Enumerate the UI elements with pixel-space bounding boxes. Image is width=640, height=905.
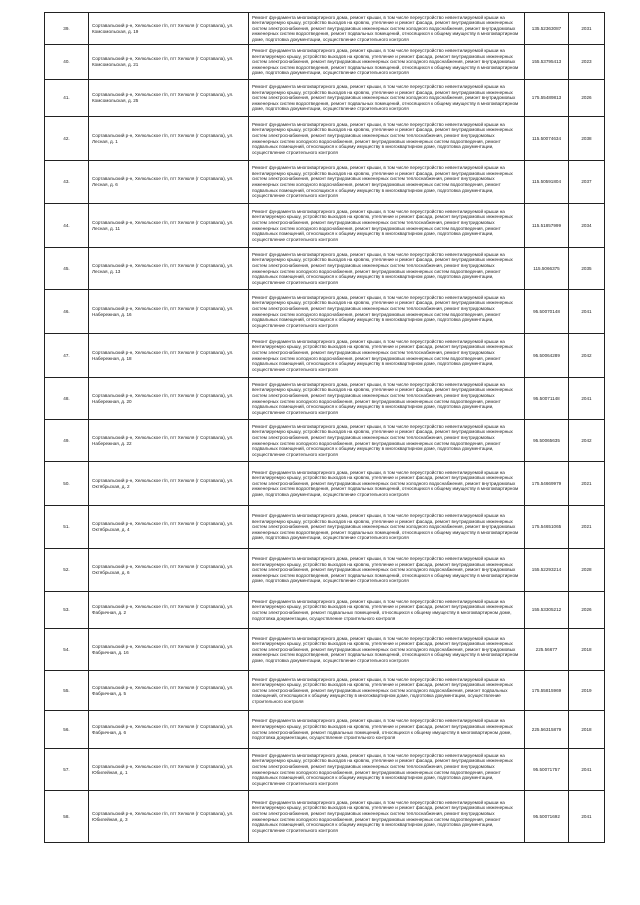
row-number: 56. [45, 711, 89, 749]
cost-cell: 175.54651065 [525, 506, 569, 549]
cost-cell: 225.56677 [525, 629, 569, 671]
works-cell: Ремонт фундамента многоквартирного дома, ремонт крыши, в том числе переустройство невентилируемой крыши на вентилируемую крышу, устройство выходов на кровлю, утепление и ремонт фасада, ремонт внутридомовых инженерных систем электроснабжения, ремонт подвальных помещений, относящихся к общему имуществу в многоквартирном доме, подготовка документации, осуществление строительного контроля [249, 592, 525, 629]
row-number: 42. [45, 117, 89, 161]
cost-cell: 225.56315879 [525, 711, 569, 749]
cost-cell: 135.52363087 [525, 13, 569, 45]
works-cell: Ремонт фундамента многоквартирного дома, ремонт крыши, в том числе переустройство невентилируемой крыши на вентилируемую крышу, устройство выходов на кровлю, утепление и ремонт фасада, ремонт внутридомовых инженерных систем электроснабжения, ремонт внутридомовых инженерных систем теплоснабжения, ремонт внутридомовых инженерных систем холодного водоснабжения, ремонт внутридомовых инженерных систем водоотведения, ремонт подвальных помещений, относящихся к общему имуществу в многоквартирном доме, подготовка документации, осуществление строительного контроля [249, 290, 525, 334]
address-cell: Сортавальский р-н, Хелюльское г/п, пгт Хелюля (г Сортавала), ул. Фабричная, д. 5 [89, 671, 249, 711]
planned-year-cell: 2021 [569, 506, 605, 549]
works-cell: Ремонт фундамента многоквартирного дома, ремонт крыши, в том числе переустройство невентилируемой крыши на вентилируемую крышу, устройство выходов на кровлю, утепление и ремонт фасада, ремонт внутридомовых инженерных систем электроснабжения, ремонт внутридомовых инженерных систем холодного водоснабжения, ремонт внутридомовых инженерных систем водоотведения, ремонт подвальных помещений, относящихся к общему имуществу в многоквартирном доме, подготовка документации, осуществление строительного контроля [249, 629, 525, 671]
planned-year-cell: 2023 [569, 45, 605, 80]
row-number: 50. [45, 462, 89, 506]
row-number: 45. [45, 248, 89, 290]
table-row [45, 506, 605, 549]
planned-year-cell: 2019 [569, 671, 605, 711]
address-cell: Сортавальский р-н, Хелюльское г/п, пгт Хелюля (г Сортавала), ул. Юбилейная, д. 3 [89, 791, 249, 843]
row-number: 53. [45, 592, 89, 629]
planned-year-cell: 2021 [569, 462, 605, 506]
table-row [45, 161, 605, 204]
works-cell: Ремонт фундамента многоквартирного дома, ремонт крыши, в том числе переустройство невентилируемой крыши на вентилируемую крышу, устройство выходов на кровлю, утепление и ремонт фасада, ремонт внутридомовых инженерных систем электроснабжения, ремонт внутридомовых инженерных систем теплоснабжения, ремонт внутридомовых инженерных систем холодного водоснабжения, ремонт внутридомовых инженерных систем водоотведения, ремонт подвальных помещений, относящихся к общему имуществу в многоквартирном доме, подготовка документации, осуществление строительного контроля [249, 117, 525, 161]
works-cell: Ремонт фундамента многоквартирного дома, ремонт крыши, в том числе переустройство невентилируемой крыши на вентилируемую крышу, устройство выходов на кровлю, утепление и ремонт фасада, ремонт внутридомовых инженерных систем электроснабжения, ремонт внутридомовых инженерных систем теплоснабжения, ремонт внутридомовых инженерных систем холодного водоснабжения, ремонт внутридомовых инженерных систем водоотведения, ремонт подвальных помещений, относящихся к общему имуществу в многоквартирном доме, подготовка документации, осуществление строительного контроля [249, 749, 525, 791]
address-cell: Сортавальский р-н, Хелюльское г/п, пгт Хелюля (г Сортавала), ул. Комсомольская, д. 19 [89, 13, 249, 45]
table-row [45, 334, 605, 378]
row-number: 49. [45, 420, 89, 462]
table-row [45, 13, 605, 45]
address-cell: Сортавальский р-н, Хелюльское г/п, пгт Хелюля (г Сортавала), ул. Октябрьская, д. 6 [89, 549, 249, 592]
address-cell: Сортавальский р-н, Хелюльское г/п, пгт Хелюля (г Сортавала), ул. Набережная, д. 20 [89, 378, 249, 420]
planned-year-cell: 2018 [569, 629, 605, 671]
cost-cell: 175.55489813 [525, 80, 569, 117]
cost-cell: 95.50065635 [525, 420, 569, 462]
planned-year-cell: 2031 [569, 13, 605, 45]
works-cell: Ремонт фундамента многоквартирного дома, ремонт крыши, в том числе переустройство невентилируемой крыши на вентилируемую крышу, устройство выходов на кровлю, утепление и ремонт фасада, ремонт внутридомовых инженерных систем электроснабжения, ремонт внутридомовых инженерных систем холодного водоснабжения, ремонт внутридомовых инженерных систем водоотведения, ремонт подвальных помещений, относящихся к общему имуществу в многоквартирном доме, подготовка документации, осуществление строительного контроля [249, 13, 525, 45]
row-number: 55. [45, 671, 89, 711]
planned-year-cell: 2035 [569, 248, 605, 290]
table-row [45, 671, 605, 711]
cost-cell: 115.50591804 [525, 161, 569, 204]
address-cell: Сортавальский р-н, Хелюльское г/п, пгт Хелюля (г Сортавала), ул. Набережная, д. 22 [89, 420, 249, 462]
cost-cell: 95.50071148 [525, 378, 569, 420]
table-row [45, 80, 605, 117]
table-row [45, 378, 605, 420]
table-row [45, 549, 605, 592]
table-row [45, 711, 605, 749]
works-cell: Ремонт фундамента многоквартирного дома, ремонт крыши, в том числе переустройство невентилируемой крыши на вентилируемую крышу, устройство выходов на кровлю, утепление и ремонт фасада, ремонт внутридомовых инженерных систем электроснабжения, ремонт внутридомовых инженерных систем теплоснабжения, ремонт внутридомовых инженерных систем холодного водоснабжения, ремонт внутридомовых инженерных систем водоотведения, ремонт подвальных помещений, относящихся к общему имуществу в многоквартирном доме, подготовка документации, осуществление строительного контроля [249, 420, 525, 462]
table-row [45, 420, 605, 462]
row-number: 46. [45, 290, 89, 334]
planned-year-cell: 2038 [569, 117, 605, 161]
row-number: 57. [45, 749, 89, 791]
address-cell: Сортавальский р-н, Хелюльское г/п, пгт Хелюля (г Сортавала), ул. Лесная, д. 13 [89, 248, 249, 290]
row-number: 41. [45, 80, 89, 117]
address-cell: Сортавальский р-н, Хелюльское г/п, пгт Хелюля (г Сортавала), ул. Набережная, д. 16 [89, 290, 249, 334]
row-number: 40. [45, 45, 89, 80]
row-number: 43. [45, 161, 89, 204]
address-cell: Сортавальский р-н, Хелюльское г/п, пгт Хелюля (г Сортавала), ул. Фабричная, д. 16 [89, 629, 249, 671]
works-cell: Ремонт фундамента многоквартирного дома, ремонт крыши, в том числе переустройство невентилируемой крыши на вентилируемую крышу, устройство выходов на кровлю, утепление и ремонт фасада, ремонт внутридомовых инженерных систем электроснабжения, ремонт внутридомовых инженерных систем холодного водоснабжения, ремонт внутридомовых инженерных систем водоотведения, ремонт подвальных помещений, относящихся к общему имуществу в многоквартирном доме, подготовка документации, осуществление строительного контроля [249, 45, 525, 80]
cost-cell: 95.50071692 [525, 791, 569, 843]
planned-year-cell: 2028 [569, 549, 605, 592]
row-number: 54. [45, 629, 89, 671]
cost-cell: 155.53305212 [525, 592, 569, 629]
planned-year-cell: 2026 [569, 80, 605, 117]
planned-year-cell: 2042 [569, 334, 605, 378]
table-row [45, 791, 605, 843]
table-row [45, 204, 605, 248]
document-page [44, 12, 604, 843]
planned-year-cell: 2041 [569, 290, 605, 334]
row-number: 44. [45, 204, 89, 248]
planned-year-cell: 2041 [569, 749, 605, 791]
table-row [45, 117, 605, 161]
works-cell: Ремонт фундамента многоквартирного дома, ремонт крыши, в том числе переустройство невентилируемой крыши на вентилируемую крышу, устройство выходов на кровлю, утепление и ремонт фасада, ремонт внутридомовых инженерных систем электроснабжения, ремонт внутридомовых инженерных систем холодного водоснабжения, ремонт внутридомовых инженерных систем водоотведения, ремонт подвальных помещений, относящихся к общему имуществу в многоквартирном доме, подготовка документации, осуществление строительного контроля [249, 462, 525, 506]
address-cell: Сортавальский р-н, Хелюльское г/п, пгт Хелюля (г Сортавала), ул. Комсомольская, д. 21 [89, 45, 249, 80]
works-cell: Ремонт фундамента многоквартирного дома, ремонт крыши, в том числе переустройство невентилируемой крыши на вентилируемую крышу, устройство выходов на кровлю, утепление и ремонт фасада, ремонт внутридомовых инженерных систем электроснабжения, ремонт внутридомовых инженерных систем теплоснабжения, ремонт внутридомовых инженерных систем холодного водоснабжения, ремонт внутридомовых инженерных систем водоотведения, ремонт подвальных помещений, относящихся к общему имуществу в многоквартирном доме, подготовка документации, осуществление строительного контроля [249, 334, 525, 378]
cost-cell: 95.50071757 [525, 749, 569, 791]
cost-cell: 115.5066375 [525, 248, 569, 290]
works-cell: Ремонт фундамента многоквартирного дома, ремонт крыши, в том числе переустройство невентилируемой крыши на вентилируемую крышу, устройство выходов на кровлю, утепление и ремонт фасада, ремонт внутридомовых инженерных систем электроснабжения, ремонт внутридомовых инженерных систем теплоснабжения, ремонт внутридомовых инженерных систем холодного водоснабжения, ремонт внутридомовых инженерных систем водоотведения, ремонт подвальных помещений, относящихся к общему имуществу в многоквартирном доме, подготовка документации, осуществление строительного контроля [249, 791, 525, 843]
address-cell: Сортавальский р-н, Хелюльское г/п, пгт Хелюля (г Сортавала), ул. Октябрьская, д. 4 [89, 506, 249, 549]
address-cell: Сортавальский р-н, Хелюльское г/п, пгт Хелюля (г Сортавала), ул. Фабричная, д. 6 [89, 711, 249, 749]
address-cell: Сортавальский р-н, Хелюльское г/п, пгт Хелюля (г Сортавала), ул. Лесная, д. 6 [89, 161, 249, 204]
planned-year-cell: 2034 [569, 204, 605, 248]
table-row [45, 629, 605, 671]
works-cell: Ремонт фундамента многоквартирного дома, ремонт крыши, в том числе переустройство невентилируемой крыши на вентилируемую крышу, устройство выходов на кровлю, утепление и ремонт фасада, ремонт внутридомовых инженерных систем электроснабжения, ремонт внутридомовых инженерных систем холодного водоснабжения, ремонт внутридомовых инженерных систем водоотведения, ремонт подвальных помещений, относящихся к общему имуществу в многоквартирном доме, подготовка документации, осуществление строительного контроля [249, 80, 525, 117]
table-row [45, 248, 605, 290]
address-cell: Сортавальский р-н, Хелюльское г/п, пгт Хелюля (г Сортавала), ул. Комсомольская, д. 25 [89, 80, 249, 117]
cost-cell: 155.52293214 [525, 549, 569, 592]
table-row [45, 592, 605, 629]
row-number: 39. [45, 13, 89, 45]
planned-year-cell: 2037 [569, 161, 605, 204]
works-cell: Ремонт фундамента многоквартирного дома, ремонт крыши, в том числе переустройство невентилируемой крыши на вентилируемую крышу, устройство выходов на кровлю, утепление и ремонт фасада, ремонт внутридомовых инженерных систем электроснабжения, ремонт внутридомовых инженерных систем теплоснабжения, ремонт внутридомовых инженерных систем холодного водоснабжения, ремонт внутридомовых инженерных систем водоотведения, ремонт подвальных помещений, относящихся к общему имуществу в многоквартирном доме, подготовка документации, осуществление строительного контроля [249, 248, 525, 290]
cost-cell: 95.50070148 [525, 290, 569, 334]
address-cell: Сортавальский р-н, Хелюльское г/п, пгт Хелюля (г Сортавала), ул. Лесная, д. 1 [89, 117, 249, 161]
table-row [45, 290, 605, 334]
works-cell: Ремонт фундамента многоквартирного дома, ремонт крыши, в том числе переустройство невентилируемой крыши на вентилируемую крышу, устройство выходов на кровлю, утепление и ремонт фасада, ремонт внутридомовых инженерных систем электроснабжения, ремонт подвальных помещений, относящихся к общему имуществу в многоквартирном доме, подготовка документации, осуществление строительного контроля [249, 711, 525, 749]
cost-cell: 175.55815969 [525, 671, 569, 711]
planned-year-cell: 2041 [569, 378, 605, 420]
row-number: 52. [45, 549, 89, 592]
works-cell: Ремонт фундамента многоквартирного дома, ремонт крыши, в том числе переустройство невентилируемой крыши на вентилируемую крышу, устройство выходов на кровлю, утепление и ремонт фасада, ремонт внутридомовых инженерных систем электроснабжения, ремонт внутридомовых инженерных систем холодного водоснабжения, ремонт внутридомовых инженерных систем водоотведения, ремонт подвальных помещений, относящихся к общему имуществу в многоквартирном доме, подготовка документации, осуществление строительного контроля [249, 549, 525, 592]
row-number: 58. [45, 791, 89, 843]
works-cell: Ремонт фундамента многоквартирного дома, ремонт крыши, в том числе переустройство невентилируемой крыши на вентилируемую крышу, устройство выходов на кровлю, утепление и ремонт фасада, ремонт внутридомовых инженерных систем электроснабжения, ремонт внутридомовых инженерных систем теплоснабжения, ремонт внутридомовых инженерных систем холодного водоснабжения, ремонт внутридомовых инженерных систем водоотведения, ремонт подвальных помещений, относящихся к общему имуществу в многоквартирном доме, подготовка документации, осуществление строительного контроля [249, 161, 525, 204]
works-cell: Ремонт фундамента многоквартирного дома, ремонт крыши, в том числе переустройство невентилируемой крыши на вентилируемую крышу, устройство выходов на кровлю, утепление и ремонт фасада, ремонт внутридомовых инженерных систем электроснабжения, ремонт внутридомовых инженерных систем теплоснабжения, ремонт внутридомовых инженерных систем холодного водоснабжения, ремонт внутридомовых инженерных систем водоотведения, ремонт подвальных помещений, относящихся к общему имуществу в многоквартирном доме, подготовка документации, осуществление строительного контроля [249, 204, 525, 248]
cost-cell: 115.50074634 [525, 117, 569, 161]
table-row [45, 45, 605, 80]
planned-year-cell: 2018 [569, 711, 605, 749]
row-number: 47. [45, 334, 89, 378]
cost-cell: 95.50064289 [525, 334, 569, 378]
cost-cell: 155.53795413 [525, 45, 569, 80]
cost-cell: 175.54669979 [525, 462, 569, 506]
works-cell: Ремонт фундамента многоквартирного дома, ремонт крыши, в том числе переустройство невентилируемой крыши на вентилируемую крышу, устройство выходов на кровлю, утепление и ремонт фасада, ремонт внутридомовых инженерных систем электроснабжения, ремонт внутридомовых инженерных систем холодного водоснабжения, ремонт подвальных помещений, относящихся к общему имуществу в многоквартирном доме, подготовка документации, осуществление строительного контроля [249, 671, 525, 711]
planned-year-cell: 2042 [569, 420, 605, 462]
address-cell: Сортавальский р-н, Хелюльское г/п, пгт Хелюля (г Сортавала), ул. Юбилейная, д. 1 [89, 749, 249, 791]
table-body [45, 13, 605, 843]
table-row [45, 749, 605, 791]
address-cell: Сортавальский р-н, Хелюльское г/п, пгт Хелюля (г Сортавала), ул. Фабричная, д. 2 [89, 592, 249, 629]
row-number: 48. [45, 378, 89, 420]
row-number: 51. [45, 506, 89, 549]
address-cell: Сортавальский р-н, Хелюльское г/п, пгт Хелюля (г Сортавала), ул. Октябрьская, д. 2 [89, 462, 249, 506]
housing-repair-table [44, 12, 605, 843]
address-cell: Сортавальский р-н, Хелюльское г/п, пгт Хелюля (г Сортавала), ул. Лесная, д. 11 [89, 204, 249, 248]
planned-year-cell: 2026 [569, 592, 605, 629]
table-row [45, 462, 605, 506]
planned-year-cell: 2041 [569, 791, 605, 843]
address-cell: Сортавальский р-н, Хелюльское г/п, пгт Хелюля (г Сортавала), ул. Набережная, д. 18 [89, 334, 249, 378]
cost-cell: 115.51857999 [525, 204, 569, 248]
works-cell: Ремонт фундамента многоквартирного дома, ремонт крыши, в том числе переустройство невентилируемой крыши на вентилируемую крышу, устройство выходов на кровлю, утепление и ремонт фасада, ремонт внутридомовых инженерных систем электроснабжения, ремонт внутридомовых инженерных систем холодного водоснабжения, ремонт внутридомовых инженерных систем водоотведения, ремонт подвальных помещений, относящихся к общему имуществу в многоквартирном доме, подготовка документации, осуществление строительного контроля [249, 506, 525, 549]
works-cell: Ремонт фундамента многоквартирного дома, ремонт крыши, в том числе переустройство невентилируемой крыши на вентилируемую крышу, устройство выходов на кровлю, утепление и ремонт фасада, ремонт внутридомовых инженерных систем электроснабжения, ремонт внутридомовых инженерных систем теплоснабжения, ремонт внутридомовых инженерных систем холодного водоснабжения, ремонт внутридомовых инженерных систем водоотведения, ремонт подвальных помещений, относящихся к общему имуществу в многоквартирном доме, подготовка документации, осуществление строительного контроля [249, 378, 525, 420]
